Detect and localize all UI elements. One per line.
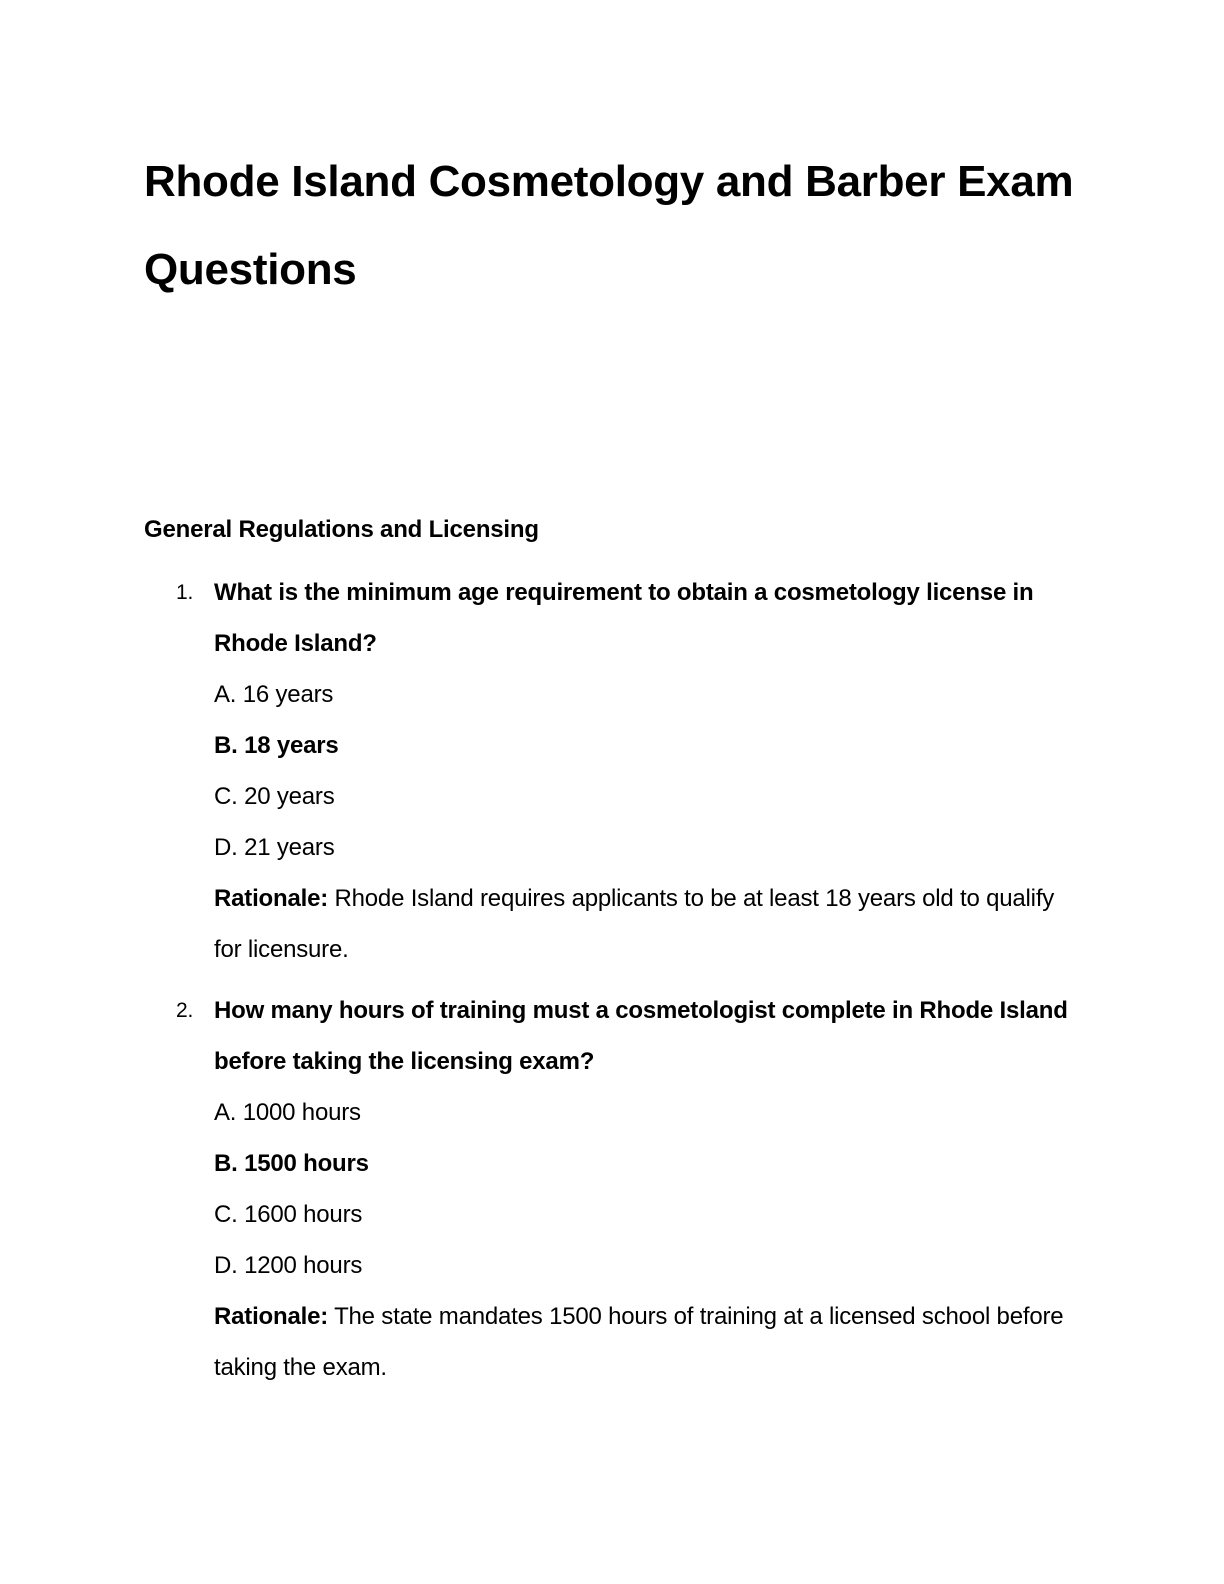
answer-option-d: D. 21 years (214, 834, 335, 861)
document-title: Rhode Island Cosmetology and Barber Exam Questions (144, 157, 1074, 294)
question-2 (144, 985, 1074, 1393)
section-heading: General Regulations and Licensing (144, 516, 539, 543)
rationale-label: Rationale: (214, 1303, 329, 1330)
answer-option-d: D. 1200 hours (214, 1252, 363, 1279)
answer-option-c: C. 20 years (214, 783, 335, 810)
rationale-text: Rhode Island requires applicants to be at least 18 years old to qualify for licensure. (214, 885, 1055, 963)
answer-option-a: A. 16 years (214, 681, 334, 708)
rationale-label: Rationale: (214, 885, 329, 912)
answer-option-a: A. 1000 hours (214, 1099, 361, 1126)
question-prompt (144, 567, 1074, 669)
answer-option-b-correct: B. 1500 hours (214, 1150, 369, 1177)
question-number: 2. (176, 999, 194, 1022)
answer-option-c: C. 1600 hours (214, 1201, 363, 1228)
question-text: What is the minimum age requirement to obtain a cosmetology license in Rhode Island? (214, 579, 1034, 657)
question-text: How many hours of training must a cosmetologist complete in Rhode Island before taking the licensing exam? (214, 997, 1068, 1075)
question-number: 1. (176, 581, 194, 604)
answer-option-b-correct: B. 18 years (214, 732, 339, 759)
rationale (144, 1291, 1074, 1393)
rationale (144, 873, 1074, 975)
question-prompt (144, 985, 1074, 1087)
question-1 (144, 567, 1074, 975)
rationale-text: The state mandates 1500 hours of training at a licensed school before taking the exam. (214, 1303, 1064, 1381)
